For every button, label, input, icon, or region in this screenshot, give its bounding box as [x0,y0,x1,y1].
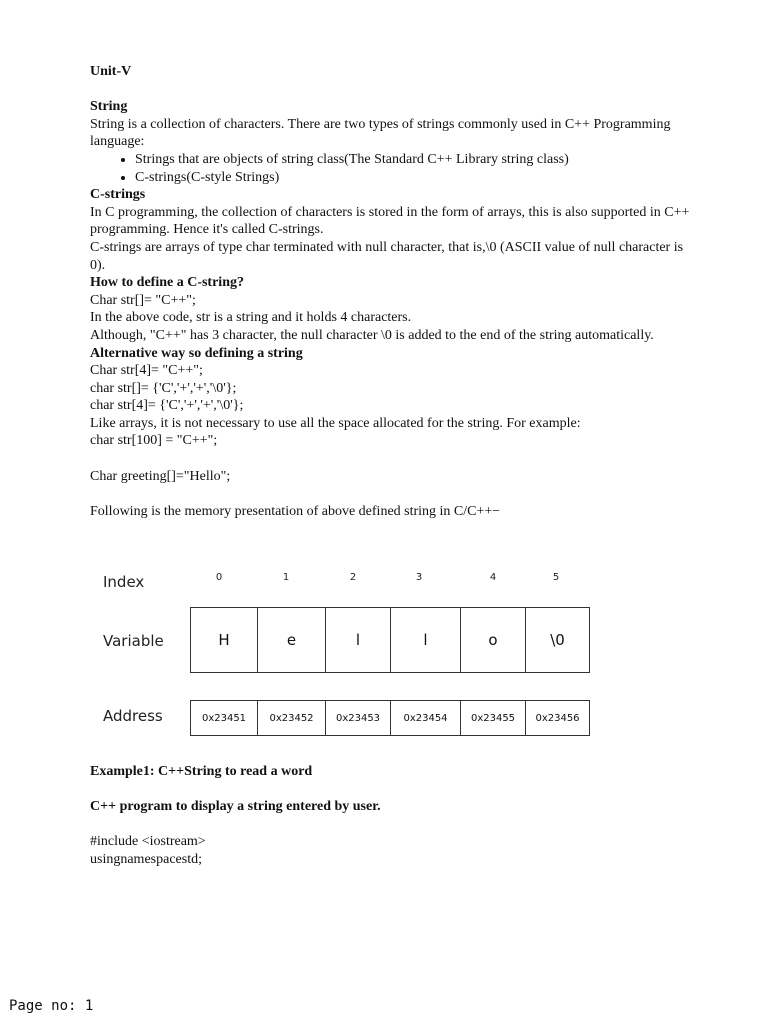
alt-line: Like arrays, it is not necessary to use all the space allocated for the string. For example: [90,415,581,431]
code-line: #include <iostream> [90,834,206,850]
example-section [90,763,690,869]
alt-line: char str[]= {'C','+','+','\0'}; [90,380,237,396]
define-heading: How to define a C-string? [90,275,244,291]
address-cell: 0x23451 [191,701,258,735]
char-cell: e [258,608,326,672]
define-paragraph-2: Although, "C++" has 3 character, the null character \0 is added to the end of the string automatically. [90,327,654,343]
string-heading: String [90,99,128,115]
char-cell: H [191,608,258,672]
unit-title: Unit-V [90,64,132,79]
address-cells [190,700,590,736]
alt-line: char str[100] = "C++"; [90,433,218,449]
define-paragraph-1: In the above code, str is a string and it holds 4 characters. [90,310,412,326]
list-item: • C-strings(C-style Strings) [135,169,690,187]
index-number: 3 [415,572,423,583]
alt-line: Char str[4]= "C++"; [90,363,203,379]
index-number: 5 [552,572,560,583]
code-line: usingnamespacestd; [90,851,202,867]
index-label: Index [103,573,145,591]
cstrings-heading: C-strings [90,187,146,203]
alt-heading: Alternative way so defining a string [90,345,303,361]
address-cell: 0x23452 [258,701,326,735]
variable-label: Variable [103,632,164,650]
memory-diagram [90,565,600,745]
address-cell: 0x23453 [326,701,391,735]
cstrings-paragraph-2: C-strings are arrays of type char terminated with null character, that is,\0 (ASCII value of null character is 0). [90,239,684,273]
char-cell: \0 [550,631,565,649]
string-types-list [90,151,690,186]
document-body [90,63,690,520]
example-heading: Example1: C++String to read a word [90,764,313,779]
greeting-code: Char greeting[]="Hello"; [90,468,231,484]
list-item: • Strings that are objects of string class(The Standard C++ Library string class) [135,151,690,169]
string-intro: String is a collection of characters. There are two types of strings commonly used in C++ Programming language: [90,116,671,150]
cstrings-paragraph-1: In C programming, the collection of characters is stored in the form of arrays, this is also supported in C++ programming. Hence it's called C-strings. [90,204,690,238]
variable-cells [190,607,590,673]
index-number: 2 [349,572,357,583]
example-subheading: C++ program to display a string entered by user. [90,799,381,815]
memory-text: Following is the memory presentation of above defined string in C/C++− [90,503,501,519]
address-label: Address [103,707,163,725]
define-code: Char str[]= "C++"; [90,292,196,308]
char-cell: l [326,608,391,672]
index-number: 1 [282,572,290,583]
char-cell: o [461,608,526,672]
index-number: 0 [215,572,223,583]
address-cell: 0x23456 [535,712,580,724]
index-number: 4 [489,572,497,583]
page-number: Page no: 1 [9,998,94,1014]
char-cell: l [391,608,461,672]
alt-line: char str[4]= {'C','+','+','\0'}; [90,398,244,414]
address-cell: 0x23455 [461,701,526,735]
address-cell: 0x23454 [391,701,461,735]
